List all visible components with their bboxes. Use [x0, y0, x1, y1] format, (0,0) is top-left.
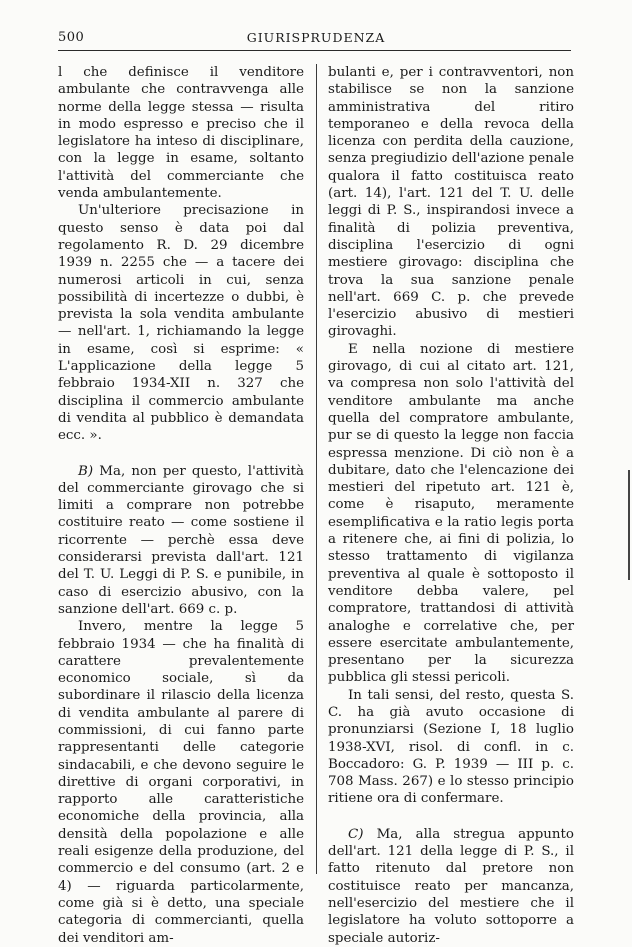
right-column — [328, 64, 574, 947]
section-letter-c: C) — [348, 826, 364, 842]
page-number: 500 — [58, 30, 85, 45]
paragraph: Invero, mentre la legge 5 febbraio 1934 — che ha finalità di carattere prevalentemente economico sociale, sì da subordinare il rilascio della licenza di vendita ambulante al parere di commissioni, di cui fanno parte rappresentanti delle categorie sindacabili, e che devono seguire le direttive di organi corporativi, in rapporto alle caratteristiche economiche della provincia, alla densità della popolazione e alle reali esigenze della produzione, del commercio e del consumo (art. 2 e 4) — riguarda particolarmente, come già si è detto, una speciale categoria di commercianti, quella dei venditori am- — [58, 619, 304, 946]
page-edge-mark — [628, 470, 630, 580]
paragraph-text: Ma, non per questo, l'attività del commerciante girovago che si limiti a comprare non potrebbe costituire reato — come sostiene il ricorrente — perchè essa deve considerarsi prevista dall'art. 121 del T. U. Leggi di P. S. e punibile, in caso di esercizio abusivo, con la sanzione dell'art. 669 c. p. — [58, 463, 304, 617]
paragraph: Un'ulteriore precisazione in questo senso è data poi dal regolamento R. D. 29 dicembre 1939 n. 2255 che — a tacere dei numerosi articoli in cui, senza possibilità di incertezze o dubbi, è prevista la sola vendita ambulante — nell'art. 1, richiamando la legge in esame, così si esprime: « L'applicazione della legge 5 febbraio 1934-XII n. 327 che disciplina il commercio ambulante di vendita al pubblico è demandata ecc. ». — [58, 203, 304, 444]
paragraph-text: Ma, alla stregua appunto dell'art. 121 della legge di P. S., il fatto ritenuto dal pretore non costituisce reato per mancanza, nell'esercizio del mestiere che il legislatore ha voluto sottoporre a speciale autoriz- — [328, 826, 574, 946]
paragraph: E nella nozione di mestiere girovago, di cui al citato art. 121, va compresa non solo l'attività del venditore ambulante ma anche quella del compratore ambulante, pur se di questo la legge non faccia espressa menzione. Di ciò non è a dubitare, dato che l'elencazione dei mestieri del ripetuto art. 121 è, come è risaputo, meramente esemplificativa e la ratio legis porta a ritenere che, ai fini di polizia, lo stesso trattamento di vigilanza preventiva al quale è sottoposto il venditore debba valere, pel compratore, trattandosi di attività analoghe e correlative che, per essere esercitate ambulantemente, presentano per la sicurezza pubblica gli stessi pericoli. — [328, 341, 574, 686]
paragraph-section-b — [58, 463, 304, 619]
paragraph: In tali sensi, del resto, questa S. C. ha già avuto occasione di pronunziarsi (Sezione I, 18 luglio 1938-XVI, risol. di confl. in c. Boccadoro: G. P. 1939 — III p. c. 708 Mass. 267) e lo stesso principio ritiene ora di confermare. — [328, 687, 574, 807]
paragraph-section-c — [328, 826, 574, 947]
section-letter-b: B) — [78, 463, 94, 479]
column-divider — [316, 64, 317, 874]
paragraph: l che definisce il venditore ambulante che contravvenga alle norme della legge stessa — risulta in modo espresso e preciso che il legislatore ha inteso di disciplinare, con la legge in esame, soltanto l'attività del commerciante che venda ambulantemente. — [58, 65, 304, 202]
running-title: GIURISPRUDENZA — [246, 30, 386, 45]
paragraph: bulanti e, per i contravventori, non stabilisce se non la sanzione amministrativa del ritiro temporaneo e della revoca della licenza con perdita della cauzione, senza pregiudizio dell'azione penale qualora il fatto costituisca reato (art. 14), l'art. 121 del T. U. delle leggi di P. S., inspirandosi invece a finalità di polizia preventiva, disciplina l'esercizio di ogni mestiere girovago: disciplina che trova la sua sanzione penale nell'art. 669 C. p. che prevede l'esercizio abusivo di mestieri girovaghi. — [328, 65, 574, 340]
header-rule — [58, 50, 571, 51]
left-column — [58, 64, 304, 947]
